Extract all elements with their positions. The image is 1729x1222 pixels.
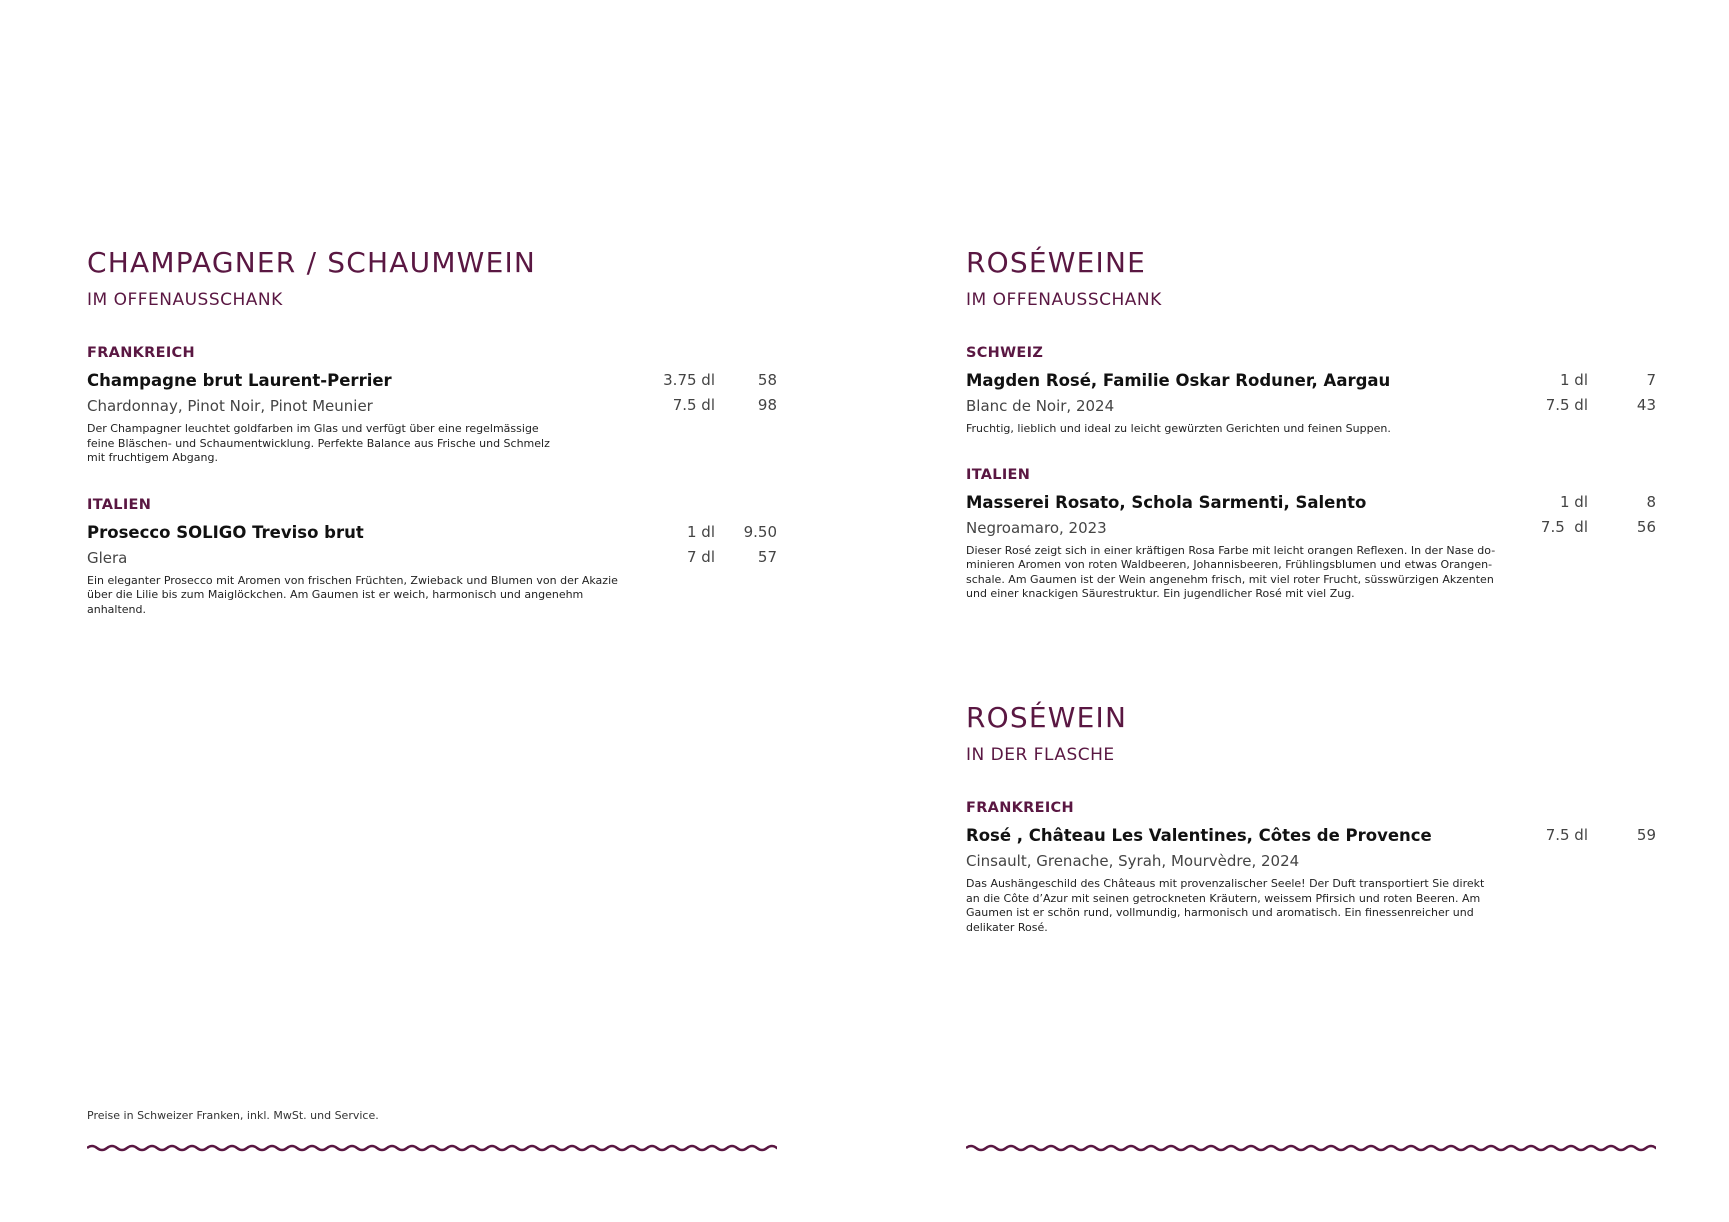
wine-description <box>87 574 777 618</box>
description-line: mit fruchtigem Abgang. <box>87 451 218 464</box>
wine-row-1 <box>966 368 1656 393</box>
section-subtitle: IM OFFENAUSSCHANK <box>87 290 283 310</box>
region-group-italien <box>966 466 1656 602</box>
wine-name: Champagne brut Laurent-Perrier <box>87 371 392 390</box>
wine-name: Masserei Rosato, Schola Sarmenti, Salento <box>966 492 1367 512</box>
wine-grapes: Glera <box>87 548 128 567</box>
description-line: an die Côte d’Azur mit seinen getrockneten Kräutern, weissem Pfirsich und roten Beeren. Am <box>966 891 1481 905</box>
section-rosewein-flasche <box>966 701 1656 935</box>
wine-row-2 <box>966 393 1656 418</box>
wine-volume: 3.75 dl <box>663 371 715 389</box>
wine-grapes: Cinsault, Grenache, Syrah, Mourvèdre, 2024 <box>966 852 1300 870</box>
region-group-frankreich <box>966 799 1656 935</box>
wine-price: 8 <box>1646 492 1656 511</box>
wine-row-2 <box>966 848 1656 873</box>
wine-volume: 7.5 dl <box>1540 517 1588 536</box>
wine-item <box>966 368 1656 437</box>
wine-name: Prosecco SOLIGO Treviso brut <box>87 522 364 542</box>
wine-row-1 <box>87 368 777 393</box>
section-champagner <box>87 246 777 617</box>
wine-row-1 <box>87 520 777 545</box>
wine-volume: 7.5 dl <box>1545 826 1588 844</box>
section-title: ROSÉWEIN <box>966 701 1128 734</box>
region-group-frankreich <box>87 344 777 466</box>
description-line: delikater Rosé. <box>966 920 1048 934</box>
wine-item <box>87 520 777 618</box>
wine-price: 57 <box>757 547 777 566</box>
description-line: Gaumen ist er schön rund, vollmundig, harmonisch und aromatisch. Ein finessenreicher und <box>966 906 1474 919</box>
section-title: ROSÉWEINE <box>966 246 1147 279</box>
wine-grapes: Blanc de Noir, 2024 <box>966 397 1115 415</box>
wine-volume: 1 dl <box>1559 492 1588 511</box>
wine-row-1 <box>966 823 1656 848</box>
wine-item <box>966 490 1656 602</box>
wine-volume: 1 dl <box>686 522 715 541</box>
wine-price: 7 <box>1646 371 1656 389</box>
wine-price: 58 <box>757 371 777 389</box>
section-subtitle: IN DER FLASCHE <box>966 745 1115 765</box>
description-line: minieren Aromen von roten Waldbeeren, Johannisbeeren, Frühlingsblumen und etwas Orangen- <box>966 558 1493 571</box>
description-line: Ein eleganter Prosecco mit Aromen von frischen Früchten, Zwieback und Blumen von der Akazie <box>87 573 618 587</box>
section-roseweine-offen <box>966 246 1656 602</box>
wine-description <box>966 422 1656 437</box>
price-footnote: Preise in Schweizer Franken, inkl. MwSt. und Service. <box>87 1109 379 1122</box>
wine-volume: 7 dl <box>686 547 715 566</box>
wine-volume: 7.5 dl <box>672 396 715 414</box>
wine-description <box>966 877 1656 935</box>
section-subtitle: IM OFFENAUSSCHANK <box>966 290 1162 310</box>
description-line: anhaltend. <box>87 602 147 616</box>
wine-grapes: Chardonnay, Pinot Noir, Pinot Meunier <box>87 397 373 415</box>
region-group-schweiz <box>966 344 1656 437</box>
wine-volume: 1 dl <box>1559 371 1588 389</box>
wine-row-1 <box>966 490 1656 515</box>
wine-price: 43 <box>1636 396 1656 414</box>
wine-name: Rosé , Château Les Valentines, Côtes de Provence <box>966 826 1432 845</box>
section-title: CHAMPAGNER / SCHAUMWEIN <box>87 246 537 279</box>
region-heading: FRANKREICH <box>966 800 1074 816</box>
region-heading: FRANKREICH <box>87 345 195 361</box>
description-line: über die Lilie bis zum Maiglöckchen. Am Gaumen ist er weich, harmonisch und angenehm <box>87 588 584 601</box>
wave-divider-right <box>966 1141 1656 1155</box>
wine-price: 98 <box>757 396 777 414</box>
region-heading: ITALIEN <box>87 496 152 513</box>
description-line: schale. Am Gaumen ist der Wein angenehm frisch, mit viel roter Frucht, süsswürzigen Akzenten <box>966 572 1494 586</box>
description-line: und einer knackigen Säurestruktur. Ein jugendlicher Rosé mit viel Zug. <box>966 587 1355 600</box>
wave-divider-left <box>87 1141 777 1155</box>
wine-row-2 <box>87 545 777 570</box>
description-line: feine Bläschen- und Schaumentwicklung. Perfekte Balance aus Frische und Schmelz <box>87 436 550 450</box>
wine-price: 9.50 <box>743 522 777 541</box>
description-line: Das Aushängeschild des Châteaus mit provenzalischer Seele! Der Duft transportiert Sie direkt <box>966 877 1485 890</box>
wine-row-2 <box>966 515 1656 540</box>
right-page <box>966 0 1656 1222</box>
wine-row-2 <box>87 393 777 418</box>
wine-description <box>87 422 777 466</box>
region-heading: SCHWEIZ <box>966 345 1044 361</box>
wine-description <box>966 544 1656 602</box>
wine-price: 56 <box>1636 517 1656 536</box>
wine-price: 59 <box>1636 826 1656 844</box>
wine-grapes: Negroamaro, 2023 <box>966 518 1107 537</box>
description-line: Fruchtig, lieblich und ideal zu leicht gewürzten Gerichten und feinen Suppen. <box>966 422 1391 435</box>
left-page <box>87 0 777 1222</box>
wine-name: Magden Rosé, Familie Oskar Roduner, Aargau <box>966 371 1391 390</box>
description-line: Der Champagner leuchtet goldfarben im Glas und verfügt über eine regelmässige <box>87 422 539 435</box>
wine-item <box>87 368 777 466</box>
description-line: Dieser Rosé zeigt sich in einer kräftigen Rosa Farbe mit leicht orangen Reflexen. In der Nase do- <box>966 543 1496 557</box>
wine-item <box>966 823 1656 935</box>
wine-volume: 7.5 dl <box>1545 396 1588 414</box>
region-heading: ITALIEN <box>966 466 1031 483</box>
region-group-italien <box>87 496 777 618</box>
